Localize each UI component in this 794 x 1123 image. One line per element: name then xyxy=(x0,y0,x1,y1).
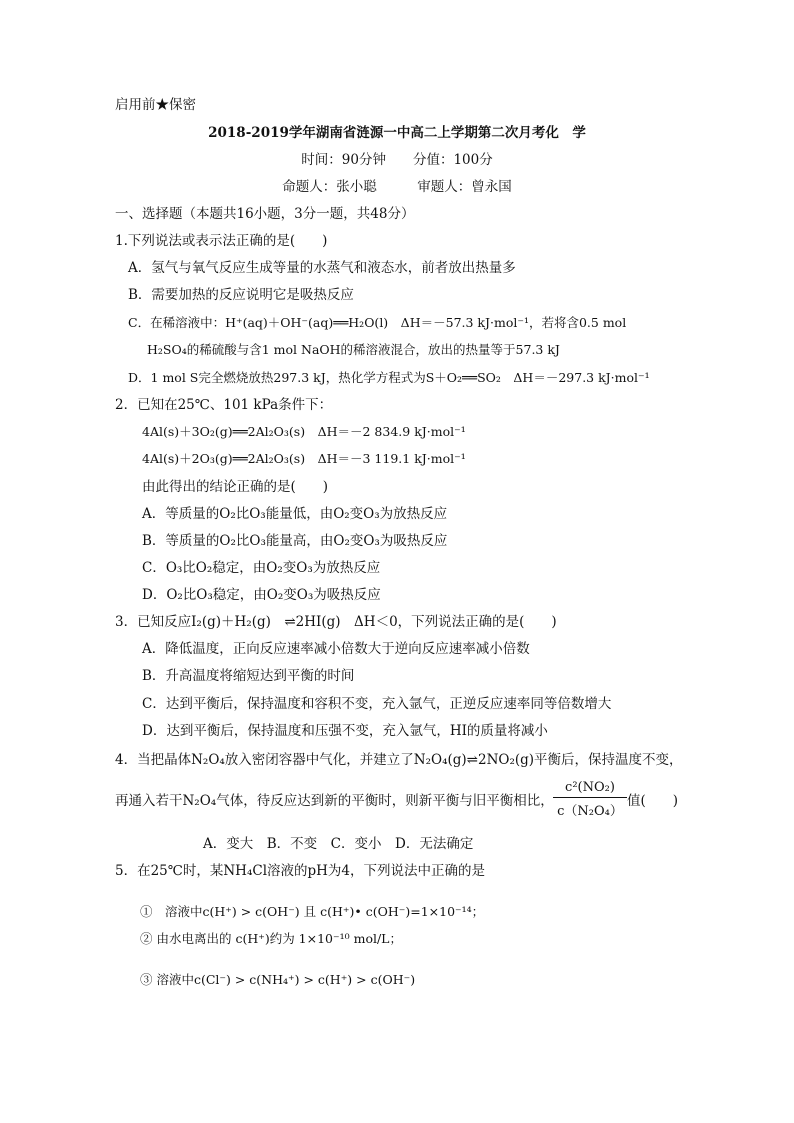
time-score: 时间：90分钟 分值：100分 xyxy=(301,152,493,168)
q2-equation-1: 4Al(s)＋3O₂(g)══2Al₂O₃(s) ΔH＝－2 834.9 kJ·mol⁻¹ xyxy=(142,424,466,439)
authors: 命题人：张小聪 审题人：曾永国 xyxy=(282,179,512,195)
q4-stem-line1: 4．当把晶体N₂O₄放入密闭容器中气化，并建立了N₂O₄(g)⇌2NO₂(g)平衡后，保持温度不变， xyxy=(115,752,683,768)
q1-option-b: B．需要加热的反应说明它是吸热反应 xyxy=(128,287,354,303)
q5-statement-1: ① 溶液中c(H⁺) > c(OH⁻) 且 c(H⁺)• c(OH⁻)=1×10⁻¹⁴； xyxy=(140,904,485,919)
fraction-denominator: c（N₂O₄） xyxy=(557,804,623,819)
q2-equation-2: 4Al(s)＋2O₃(g)══2Al₂O₃(s) ΔH＝－3 119.1 kJ·mol⁻¹ xyxy=(142,451,466,466)
q2-option-d: D．O₂比O₃稳定，由O₂变O₃为吸热反应 xyxy=(142,587,381,603)
q1-option-c-line2: H₂SO₄的稀硫酸与含1 mol NaOH的稀溶液混合，放出的热量等于57.3 kJ xyxy=(147,342,560,357)
secret-label: 启用前★保密 xyxy=(115,97,196,113)
q2-option-c: C．O₃比O₂稳定，由O₂变O₃为放热反应 xyxy=(142,560,381,576)
q5-statement-3: ③ 溶液中c(Cl⁻) > c(NH₄⁺) > c(H⁺) > c(OH⁻) xyxy=(140,972,416,987)
q4-stem-line3: 值( ) xyxy=(627,793,679,809)
q1-option-a: A．氢气与氧气反应生成等量的水蒸气和液态水，前者放出热量多 xyxy=(128,260,516,276)
q2-stem: 2．已知在25℃、101 kPa条件下： xyxy=(115,397,333,413)
q3-option-b: B．升高温度将缩短达到平衡的时间 xyxy=(142,668,355,684)
exam-title: 2018-2019学年湖南省涟源一中高二上学期第二次月考化 学 xyxy=(208,125,586,141)
q2-option-a: A．等质量的O₂比O₃能量低，由O₂变O₃为放热反应 xyxy=(142,506,448,522)
section-heading: 一、选择题（本题共16小题，3分一题，共48分） xyxy=(115,206,415,222)
fraction-numerator: c²(NO₂) xyxy=(553,780,627,798)
q1-option-d: D．1 mol S完全燃烧放热297.3 kJ，热化学方程式为S＋O₂══SO₂ ΔH＝－297.3 kJ·mol⁻¹ xyxy=(128,370,650,385)
q1-option-c-line1: C．在稀溶液中：H⁺(aq)＋OH⁻(aq)══H₂O(l) ΔH＝－57.3 kJ·mol⁻¹，若将含0.5 mol xyxy=(128,315,627,330)
q1-stem: 1.下列说法或表示法正确的是( ) xyxy=(115,233,328,249)
q5-stem: 5．在25℃时，某NH₄Cl溶液的pH为4，下列说法中正确的是 xyxy=(115,863,486,879)
q3-option-d: D．达到平衡后，保持温度和压强不变，充入氩气，HI的质量将减小 xyxy=(142,723,548,739)
q4-fraction xyxy=(553,780,627,819)
q2-ask: 由此得出的结论正确的是( ) xyxy=(142,479,329,495)
q3-option-c: C．达到平衡后，保持温度和容积不变，充入氩气，正逆反应速率同等倍数增大 xyxy=(142,696,612,712)
q5-statement-2: ② 由水电离出的 c(H⁺)约为 1×10⁻¹⁰ mol/L； xyxy=(140,931,402,946)
q4-stem-line2: 再通入若干N₂O₄气体，待反应达到新的平衡时，则新平衡与旧平衡相比， xyxy=(115,793,554,809)
q4-options: A．变大 B．不变 C．变小 D．无法确定 xyxy=(203,836,474,852)
q3-option-a: A．降低温度，正向反应速率减小倍数大于逆向反应速率减小倍数 xyxy=(142,641,530,657)
q3-stem: 3．已知反应I₂(g)＋H₂(g) ⇌2HI(g) ΔH＜0，下列说法正确的是( ) xyxy=(115,614,557,630)
q2-option-b: B．等质量的O₂比O₃能量高，由O₂变O₃为吸热反应 xyxy=(142,533,448,549)
